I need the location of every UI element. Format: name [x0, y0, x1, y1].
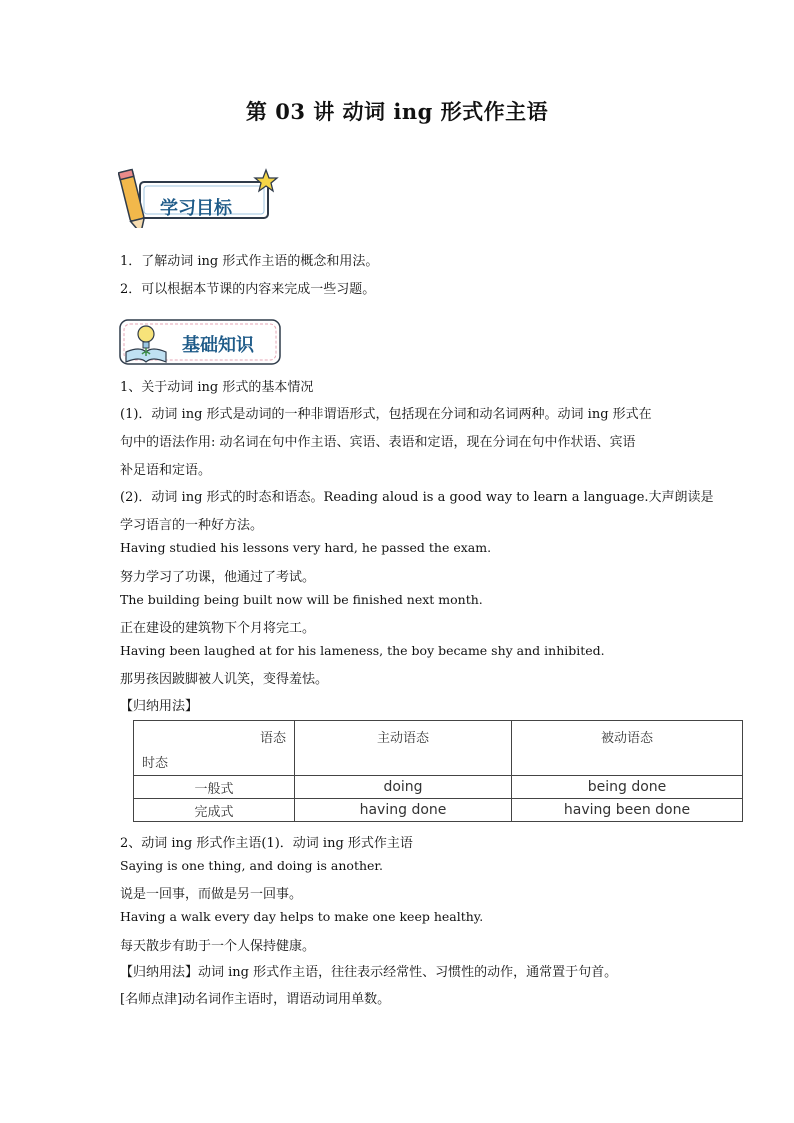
example-en: Having a walk every day helps to make one keep healthy.	[120, 909, 484, 924]
table-row	[134, 776, 743, 799]
learning-goals-badge	[118, 168, 284, 228]
teacher-tip: [名师点津]动名词作主语时，谓语动词用单数。	[120, 992, 391, 1007]
example-cn: 努力学习了功课，他通过了考试。	[120, 570, 316, 585]
passive-form-cell: being done	[512, 776, 743, 799]
example-en: Having been laughed at for his lameness, the boy became shy and inhibited.	[120, 643, 605, 658]
example-cn: 那男孩因跛脚被人讥笑，变得羞怯。	[120, 672, 329, 687]
basic-knowledge-label: 基础知识	[182, 335, 254, 356]
section1-heading: 1、关于动词 ing 形式的基本情况	[120, 380, 314, 395]
example-en: Having studied his lessons very hard, he passed the exam.	[120, 540, 492, 555]
tense-cell: 完成式	[134, 799, 295, 822]
goal-item-1: 1．了解动词 ing 形式作主语的概念和用法。	[120, 254, 379, 269]
active-form-cell: doing	[295, 776, 512, 799]
tense-header: 时态	[142, 756, 169, 771]
section2-heading: 2、动词 ing 形式作主语(1)．动词 ing 形式作主语	[120, 836, 413, 851]
section1-paragraph2-line2: 学习语言的一种好方法。	[120, 518, 264, 533]
passive-form-cell: having been done	[512, 799, 743, 822]
tense-voice-table	[133, 720, 743, 822]
example-cn: 每天散步有助于一个人保持健康。	[120, 939, 316, 954]
example-cn: 正在建设的建筑物下个月将完工。	[120, 621, 316, 636]
learning-goals-label: 学习目标	[160, 198, 232, 219]
section1-paragraph1-line3: 补足语和定语。	[120, 463, 212, 478]
table-corner-cell	[134, 721, 295, 776]
basic-knowledge-badge	[118, 318, 284, 378]
usage-note: 【归纳用法】动词 ing 形式作主语，往往表示经常性、习惯性的动作，通常置于句首。	[120, 965, 618, 980]
passive-voice-header: 被动语态	[512, 721, 743, 776]
active-form-cell: having done	[295, 799, 512, 822]
example-en: The building being built now will be finished next month.	[120, 592, 483, 607]
example-cn: 说是一回事，而做是另一回事。	[120, 887, 303, 902]
active-voice-header: 主动语态	[295, 721, 512, 776]
table-row	[134, 799, 743, 822]
section1-paragraph1-line1: (1)．动词 ing 形式是动词的一种非谓语形式，包括现在分词和动名词两种。动词 ing 形式在	[120, 407, 652, 422]
tense-cell: 一般式	[134, 776, 295, 799]
summary-label: 【归纳用法】	[120, 699, 199, 714]
voice-header: 语态	[259, 731, 286, 746]
section1-paragraph2-line1: (2)．动词 ing 形式的时态和语态。Reading aloud is a good way to learn a language.大声朗读是	[120, 490, 714, 505]
goal-item-2: 2．可以根据本节课的内容来完成一些习题。	[120, 282, 376, 297]
section1-paragraph1-line2: 句中的语法作用: 动名词在句中作主语、宾语、表语和定语，现在分词在句中作状语、宾语	[120, 435, 636, 450]
example-en: Saying is one thing, and doing is another.	[120, 858, 383, 873]
page-title: 第 03 讲 动词 ing 形式作主语	[245, 99, 549, 124]
